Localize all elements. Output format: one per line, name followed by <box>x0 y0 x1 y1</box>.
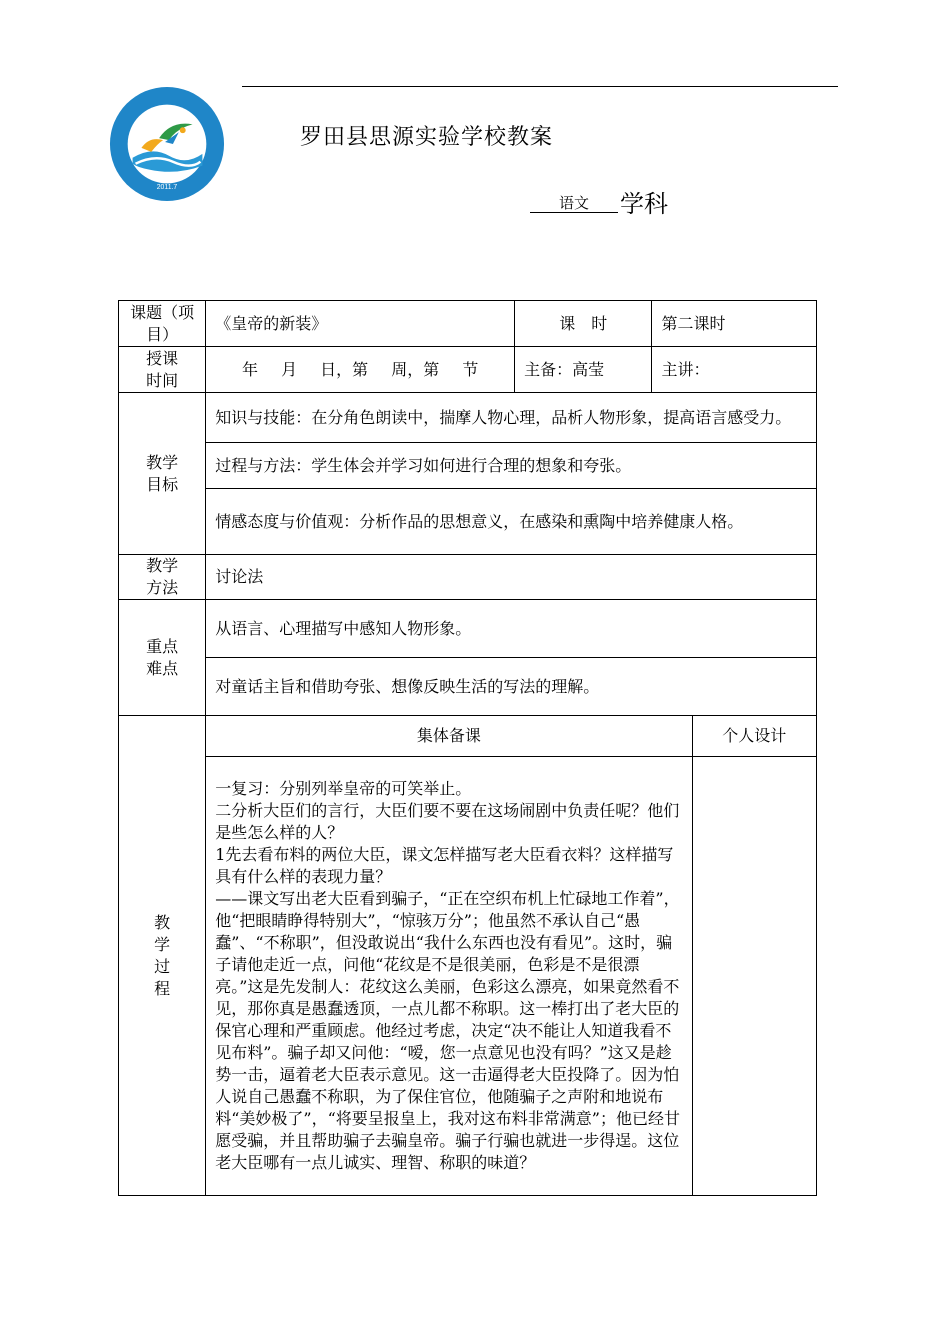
goal-emotion[interactable]: 情感态度与价值观：分析作品的思想意义，在感染和熏陶中培养健康人格。 <box>206 489 817 555</box>
process-paragraph: 1先去看布料的两位大臣，课文怎样描写老大臣看衣料？这样描写具有什么样的表现力量？ <box>215 845 674 886</box>
key-row-2 <box>119 658 817 716</box>
goal-knowledge[interactable]: 知识与技能：在分角色朗读中，揣摩人物心理，品析人物形象，提高语言感受力。 <box>206 393 817 443</box>
goals-label: 教学目标 <box>119 393 206 555</box>
topic-value[interactable]: 《皇帝的新装》 <box>206 301 515 347</box>
goal-process[interactable]: 过程与方法：学生体会并学习如何进行合理的想象和夸张。 <box>206 443 817 489</box>
personal-design-header: 个人设计 <box>692 716 816 757</box>
header-rule <box>242 86 838 87</box>
subject-line <box>530 184 668 219</box>
personal-design-content[interactable] <box>692 757 816 1196</box>
method-row <box>119 555 817 600</box>
process-paragraph: 一复习：分别列举皇帝的可笑举止。 <box>215 779 472 798</box>
collective-prep-header: 集体备课 <box>206 716 692 757</box>
process-body-row <box>119 757 817 1196</box>
process-header-row <box>119 716 817 757</box>
key-points-label: 重点难点 <box>119 600 206 716</box>
topic-label: 课题（项目） <box>119 301 206 347</box>
key-row-1 <box>119 600 817 658</box>
svg-text:2011.7: 2011.7 <box>156 184 178 192</box>
date-field[interactable]: 年 月 日，第 周，第 节 <box>206 347 515 393</box>
goal-row-1 <box>119 393 817 443</box>
lesson-plan-table <box>118 300 817 1196</box>
prep-teacher[interactable]: 主备：高莹 <box>515 347 652 393</box>
lecturer[interactable]: 主讲： <box>652 347 817 393</box>
time-row <box>119 347 817 393</box>
period-label: 课 时 <box>515 301 652 347</box>
method-label: 教学方法 <box>119 555 206 600</box>
process-label: 教学过程 <box>119 716 206 1196</box>
difficult-point[interactable]: 对童话主旨和借助夸张、想像反映生活的写法的理解。 <box>206 658 817 716</box>
process-paragraph: ——课文写出老大臣看到骗子，“正在空织布机上忙碌地工作着”，他“把眼睛睁得特别大”，“惊骇万分”；他虽然不承认自己“愚蠢”、“不称职”，但没敢说出“我什么东西也没有看见”。这时，骗子请他走近一点，问他“花纹是不是很美丽，色彩是不是很漂亮。”这是先发制人：花纹这么美丽，色彩这么漂亮，如果竟然看不见，那你真是愚蠢透顶，一点儿都不称职。这一棒打出了老大臣的保官心理和严重顾虑。他经过考虑，决定“决不能让人知道我看不见布料”。骗子却又问他：“嗳，您一点意见也没有吗？”这又是趁势一击，逼着老大臣表示意见。这一击逼得老大臣投降了。因为怕人说自己愚蠢不称职，为了保住官位，他随骗子之声附和地说布料“美妙极了”，“将要呈报皇上，我对这布料非常满意”；他已经甘愿受骗，并且帮助骗子去骗皇帝。骗子行骗也就进一步得逞。这位老大臣哪有一点儿诚实、理智、称职的味道？ <box>215 889 680 1172</box>
method-value[interactable]: 讨论法 <box>206 555 817 600</box>
process-paragraph: 二分析大臣们的言行，大臣们要不要在这场闹剧中负责任呢？他们是些怎么样的人？ <box>215 801 680 842</box>
time-label: 授课时间 <box>119 347 206 393</box>
period-value[interactable]: 第二课时 <box>652 301 817 347</box>
topic-row <box>119 301 817 347</box>
school-logo <box>108 85 226 203</box>
school-title: 罗田县思源实验学校教案 <box>300 125 554 150</box>
collective-prep-content[interactable] <box>206 757 692 1196</box>
subject-suffix: 学科 <box>620 190 668 218</box>
goal-row-2 <box>119 443 817 489</box>
key-point[interactable]: 从语言、心理描写中感知人物形象。 <box>206 600 817 658</box>
goal-row-3 <box>119 489 817 555</box>
subject-value[interactable]: 语文 <box>530 194 618 213</box>
